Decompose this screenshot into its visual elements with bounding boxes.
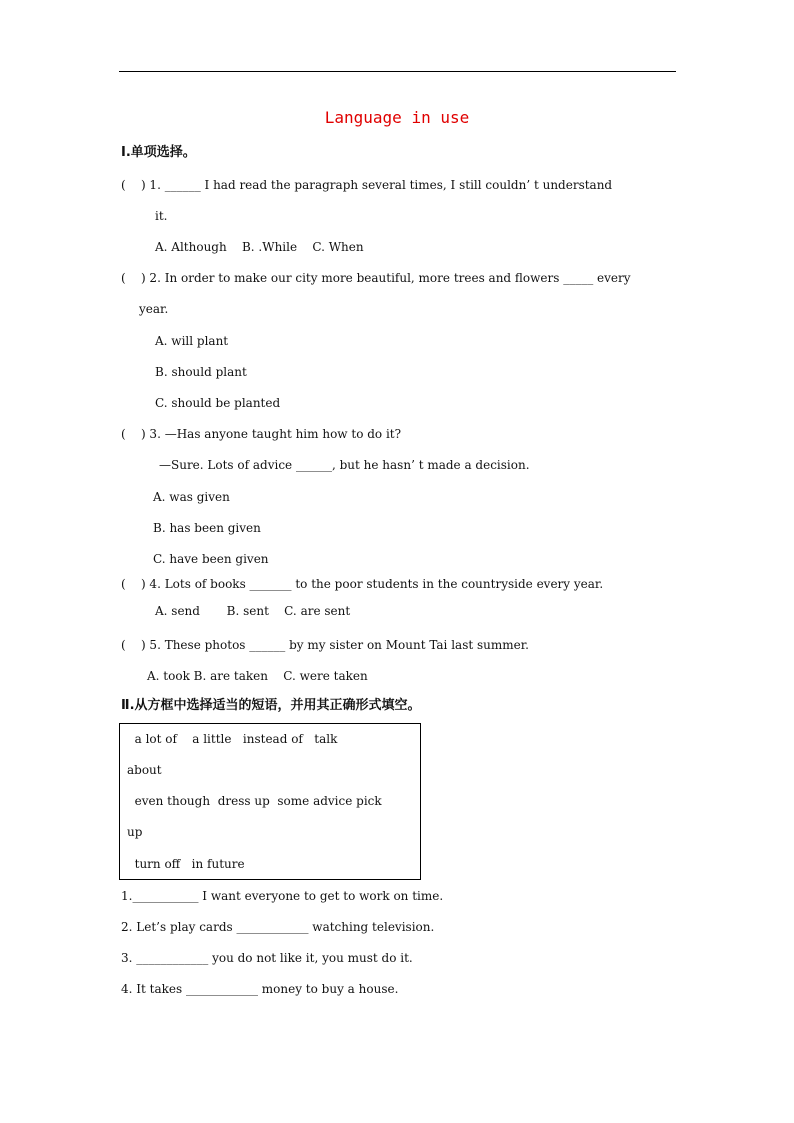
section2-heading: Ⅱ.从方框中选择适当的短语，并用其正确形式填空。 (121, 698, 421, 713)
q1-options: A. Although B. .While C. When (155, 240, 364, 254)
fill-item-4: 4. It takes ____________ money to buy a house. (121, 982, 399, 996)
q2-continuation: year. (139, 302, 169, 316)
q5-options: A. took B. are taken C. were taken (147, 669, 368, 683)
q3-stem: ( ) 3. —Has anyone taught him how to do it? (121, 427, 402, 441)
phrase-box-line: a lot of a little instead of talk (127, 732, 338, 746)
q2-option-c: C. should be planted (155, 396, 281, 410)
q2-stem: ( ) 2. In order to make our city more beautiful, more trees and flowers _____ every (121, 271, 631, 285)
q1-stem: ( ) 1. ______ I had read the paragraph several times, I still couldn’ t understand (121, 178, 613, 192)
fill-item-2: 2. Let’s play cards ____________ watching television. (121, 920, 435, 934)
phrase-box-line: about (127, 763, 162, 777)
header-rule (119, 71, 676, 72)
page-title: Language in use (324, 108, 470, 127)
q3-option-b: B. has been given (153, 521, 261, 535)
q1-continuation: it. (155, 209, 168, 223)
q3-option-c: C. have been given (153, 552, 269, 566)
fill-item-1: 1.___________ I want everyone to get to work on time. (121, 889, 444, 903)
phrase-box-line: turn off in future (127, 857, 245, 871)
q4-options: A. send B. sent C. are sent (155, 604, 351, 618)
section1-heading: Ⅰ.单项选择。 (121, 145, 196, 160)
q3-dialogue-line: —Sure. Lots of advice ______, but he hasn’ t made a decision. (159, 458, 530, 472)
q4-stem: ( ) 4. Lots of books _______ to the poor students in the countryside every year. (121, 577, 604, 591)
fill-item-3: 3. ____________ you do not like it, you must do it. (121, 951, 413, 965)
phrase-box-line: up (127, 825, 143, 839)
q3-option-a: A. was given (153, 490, 230, 504)
phrase-box-line: even though dress up some advice pick (127, 794, 382, 808)
q2-option-a: A. will plant (155, 334, 229, 348)
q5-stem: ( ) 5. These photos ______ by my sister on Mount Tai last summer. (121, 638, 529, 652)
q2-option-b: B. should plant (155, 365, 247, 379)
